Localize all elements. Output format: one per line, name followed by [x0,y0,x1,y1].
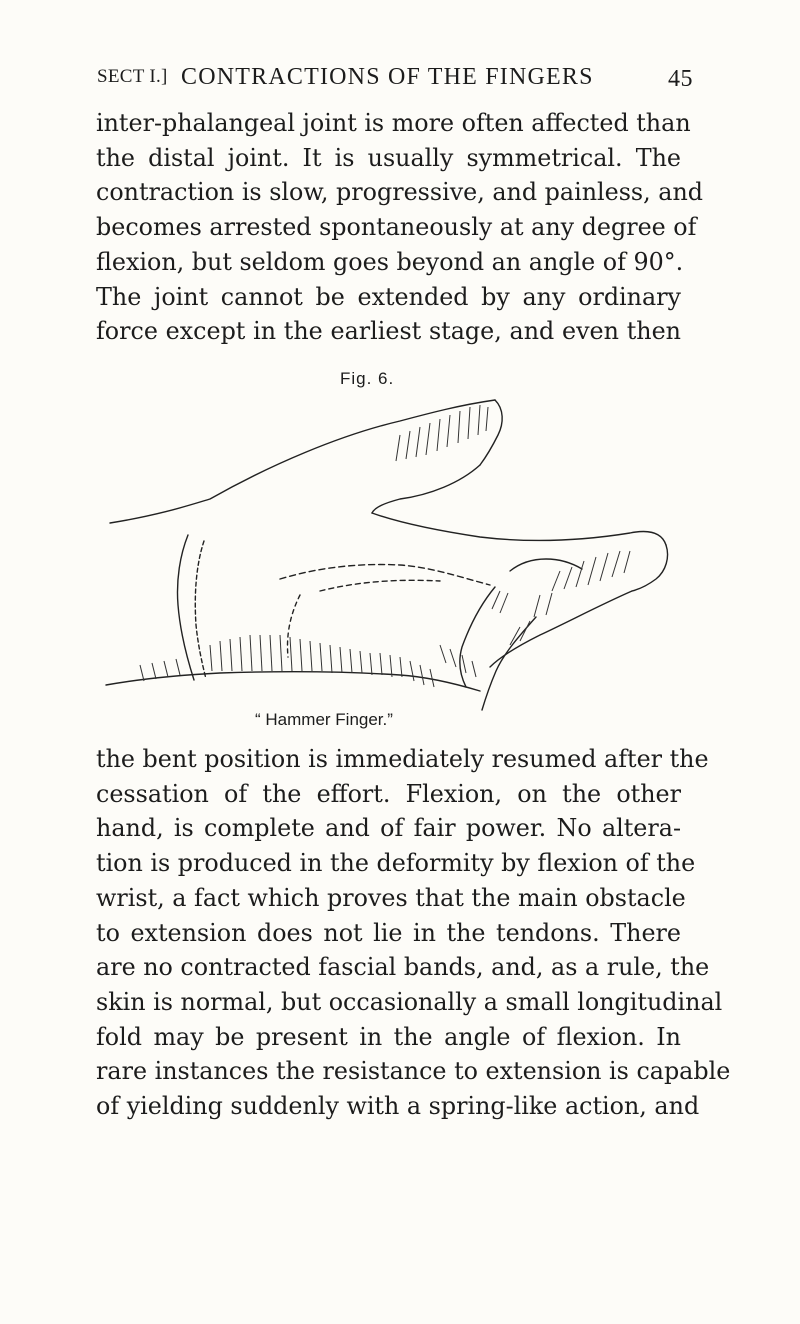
paragraph-top [96,106,704,349]
chapter-title: CONTRACTIONS OF THE FINGERS [181,64,594,90]
text-line: hand, is complete and of fair power. No altera- [96,814,681,843]
text-line: the distal joint. It is usually symmetrical. The [96,143,681,172]
hand-upper-contour [110,400,495,523]
palm-underside [106,672,480,691]
text-line: tion is produced in the deformity by flexion of the [96,849,696,878]
text-line: flexion, but seldom goes beyond an angle of 90°. [96,247,684,276]
wrist-line-2 [195,541,206,679]
tendon-dash [320,580,440,591]
page-number: 45 [668,66,693,92]
text-line: cessation of the effort. Flexion, on the other [96,779,681,808]
finger-lower-top [372,513,666,545]
text-line: The joint cannot be extended by any ordinary [96,282,681,311]
running-head [97,64,693,94]
text-line: fold may be present in the angle of flexion. In [96,1022,681,1051]
tendon-dash [280,565,490,585]
tendon-dash [288,595,301,657]
paragraph-bottom [96,742,731,1124]
text-line: the bent position is immediately resumed after the [96,745,709,773]
figure-caption: “ Hammer Finger.” [255,710,393,729]
knuckle-contour [372,465,480,513]
hand-drawing [100,395,690,715]
text-line: contraction is slow, progressive, and painless, and [96,178,704,207]
finger-lower-tip [632,545,668,591]
text-line: are no contracted fascial bands, and, as a rule, the [96,953,710,982]
text-line: becomes arrested spontaneously at any degree of [96,213,697,242]
section-marker: SECT I.] [97,66,168,87]
text-line: to extension does not lie in the tendons. There [96,918,681,947]
text-line: rare instances the resistance to extension is capable [96,1057,731,1086]
hammer-finger-illustration [100,395,690,715]
text-line: inter-phalangeal joint is more often affected than [96,109,691,137]
text-line: skin is normal, but occasionally a small longitudinal [96,987,723,1016]
finger-tip-upper [480,400,502,465]
text-line: force except in the earliest stage, and even then [96,317,681,346]
text-line: of yielding suddenly with a spring-like action, and [96,1092,700,1121]
text-line: wrist, a fact which proves that the main obstacle [96,883,686,912]
shading-hatches [140,405,630,687]
figure-label: Fig. 6. [340,369,395,388]
hooked-finger-under [460,587,495,687]
wrist-line [177,535,194,680]
hooked-finger-front [482,617,536,710]
finger-lower-under [490,591,632,667]
